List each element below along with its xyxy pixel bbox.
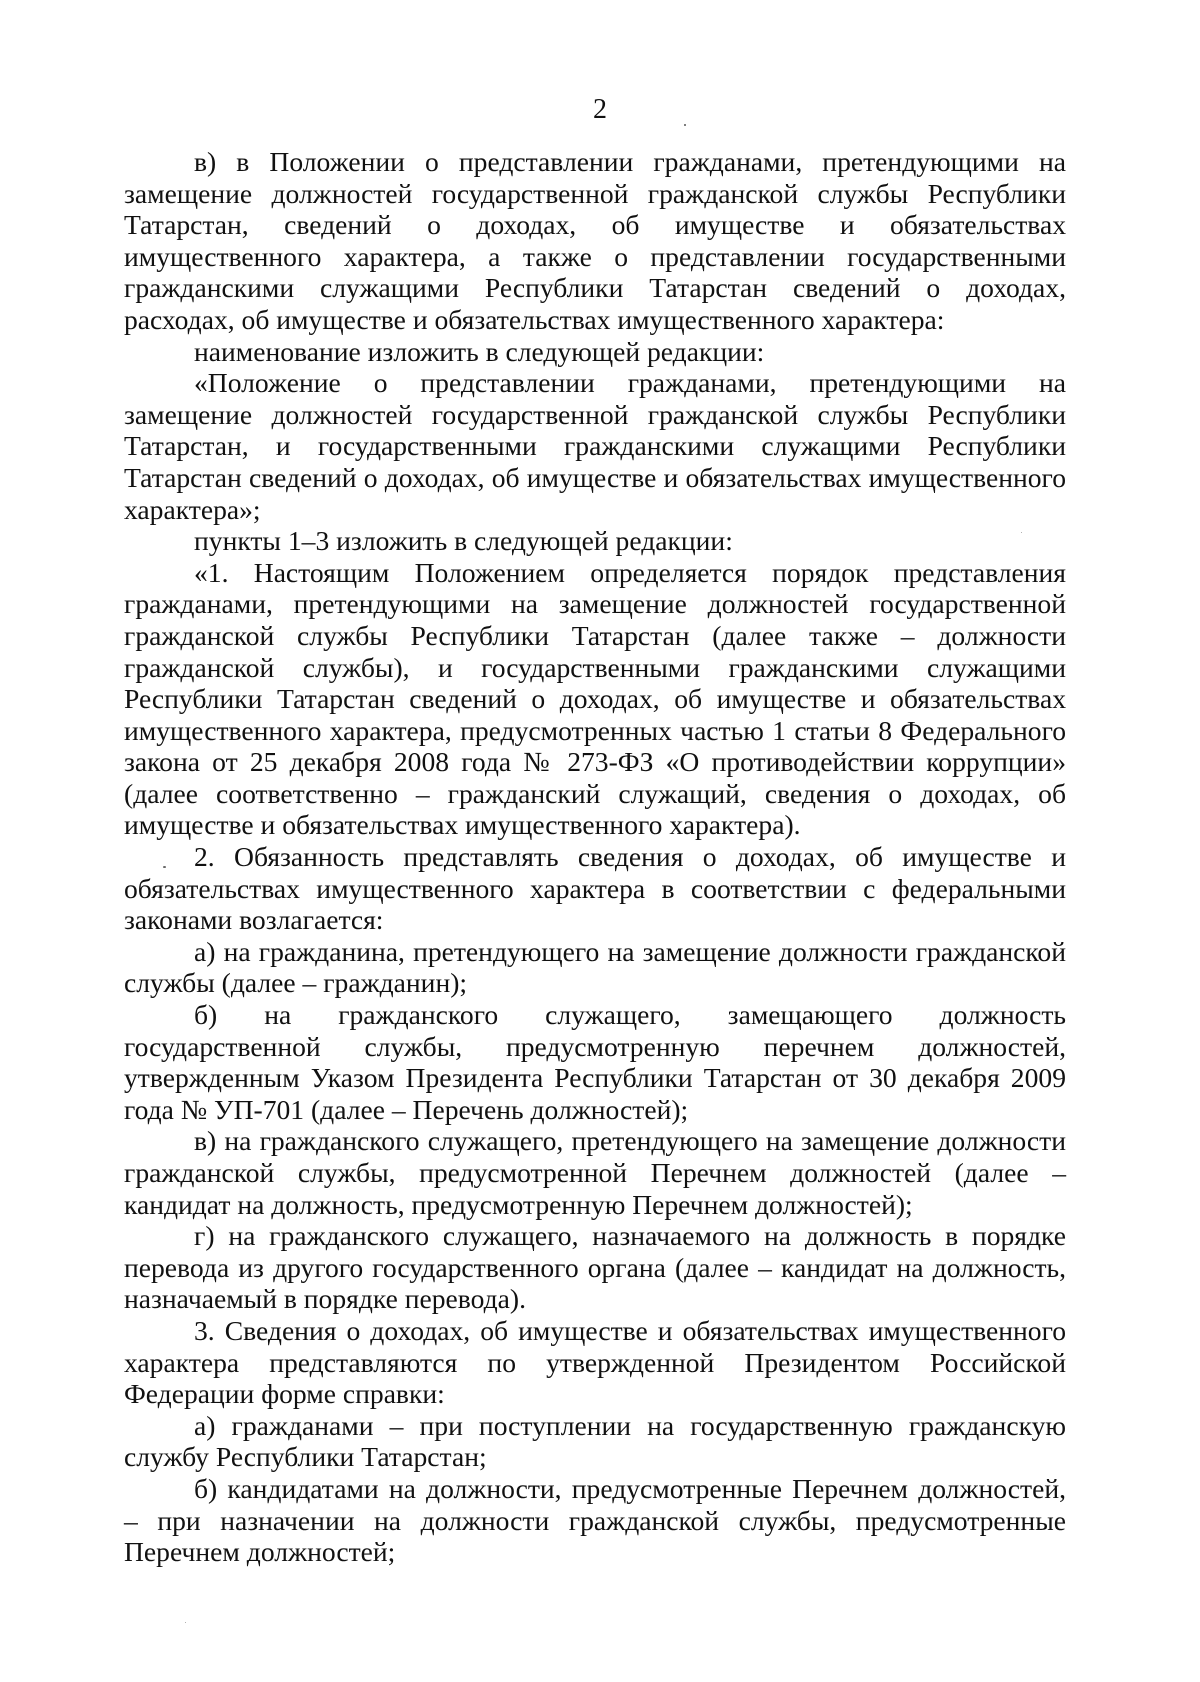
- paragraph-item-2-v: в) на гражданского служащего, претендующего на замещение должности гражданской службы, предусмотренной Перечнем должностей (далее – кандидат на должность, предусмотренную Перечнем должностей);: [124, 1125, 1066, 1220]
- paragraph-new-title: «Положение о представлении гражданами, претендующими на замещение должностей государственной гражданской службы Республики Татарстан, и государственными гражданскими служащими Республики Татарстан сведений о доходах, об имуществе и обязательствах имущественного характера»;: [124, 367, 1066, 525]
- paragraph-item-2: 2. Обязанность представлять сведения о доходах, об имуществе и обязательствах имущественного характера в соответствии с федеральными законами возлагается:: [124, 841, 1066, 936]
- paragraph-subitem-v: в) в Положении о представлении гражданами, претендующими на замещение должностей государственной гражданской службы Республики Татарстан, сведений о доходах, об имуществе и обязательствах имущественного характера, а также о представлении государственными гражданскими служащими Республики Татарстан сведений о доходах, расходах, об имуществе и обязательствах имущественного характера:: [124, 146, 1066, 335]
- paragraph-item-3-a: а) гражданами – при поступлении на государственную гражданскую службу Республики Татарстан;: [124, 1409, 1066, 1473]
- scan-artifact-dot: [684, 124, 686, 126]
- paragraph-title-instruction: наименование изложить в следующей редакции:: [194, 335, 765, 367]
- document-body: [124, 146, 1066, 1568]
- paragraph-item-2-b: б) на гражданского служащего, замещающего должность государственной службы, предусмотренную перечнем должностей, утвержденным Указом Президента Республики Татарстан от 30 декабря 2009 года № УП-701 (далее – Перечень должностей);: [124, 999, 1066, 1125]
- paragraph-item-2-g: г) на гражданского служащего, назначаемого на должность в порядке перевода из другого государственного органа (далее – кандидат на должность, назначаемый в порядке перевода).: [124, 1220, 1066, 1315]
- page-number: 2: [593, 94, 607, 125]
- scan-artifact-dot: [185, 1622, 186, 1623]
- paragraph-item-1: «1. Настоящим Положением определяется порядок представления гражданами, претендующими на замещение должностей государственной гражданской службы Республики Татарстан (далее также – должности гражданской службы), и государственными гражданскими служащими Республики Татарстан сведений о доходах, об имуществе и обязательствах имущественного характера, предусмотренных частью 1 статьи 8 Федерального закона от 25 декабря 2008 года № 273-ФЗ «О противодействии коррупции» (далее соответственно – гражданский служащий, сведения о доходах, об имуществе и обязательствах имущественного характера).: [124, 556, 1066, 841]
- paragraph-item-2-a: а) на гражданина, претендующего на замещение должности гражданской службы (далее – гражданин);: [124, 935, 1066, 999]
- paragraph-item-3-b: б) кандидатами на должности, предусмотренные Перечнем должностей, – при назначении на должности гражданской службы, предусмотренные Перечнем должностей;: [124, 1472, 1066, 1568]
- paragraph-items-instruction: пункты 1–3 изложить в следующей редакции:: [194, 525, 733, 557]
- paragraph-item-3: 3. Сведения о доходах, об имуществе и обязательствах имущественного характера представляются по утвержденной Президентом Российской Федерации форме справки:: [124, 1314, 1066, 1410]
